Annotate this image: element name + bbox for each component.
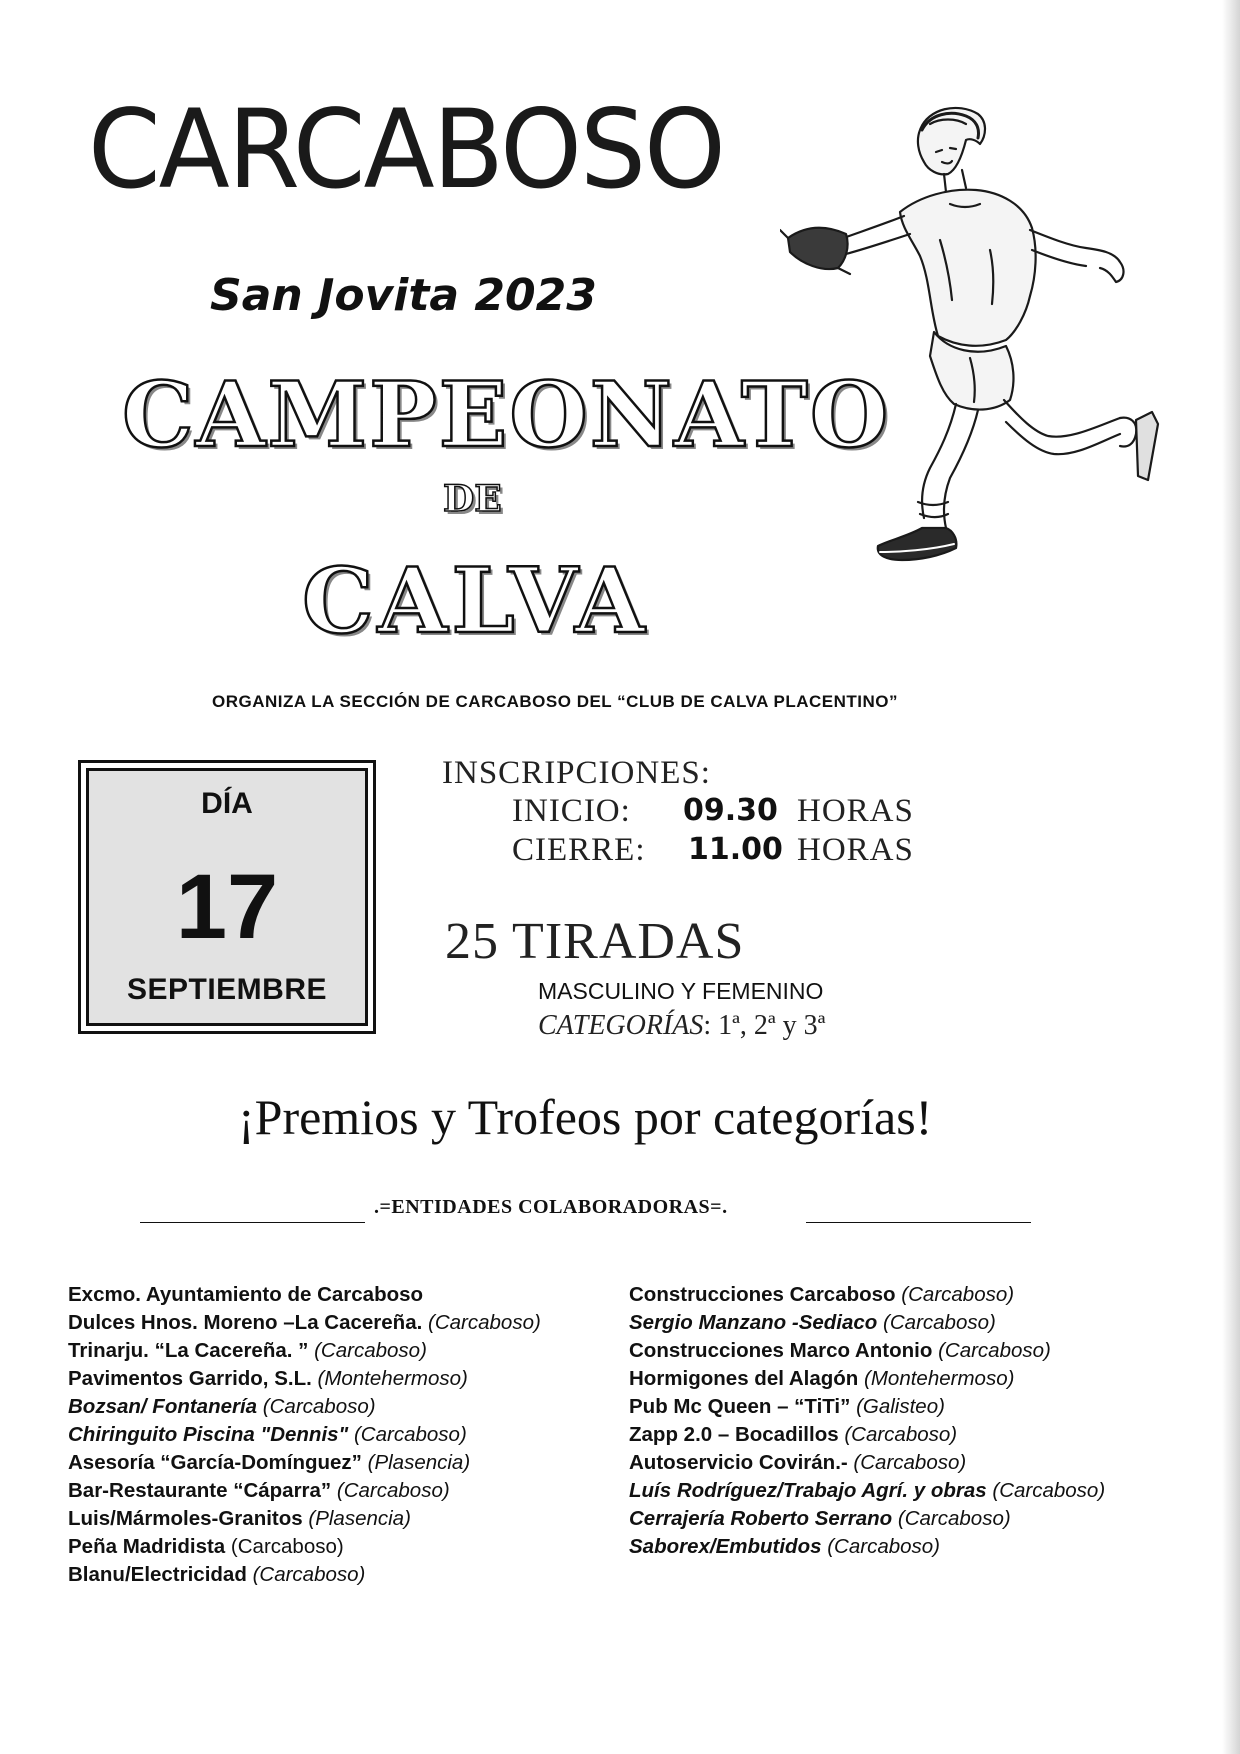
sponsor-name: Saborex/Embutidos — [629, 1535, 822, 1558]
inscriptions-start-label: INICIO: — [512, 793, 631, 829]
sponsor-item — [68, 1423, 467, 1447]
sponsor-name: Hormigones del Alagón — [629, 1367, 859, 1390]
inscriptions-end-time: 11.00 — [688, 832, 783, 867]
date-month: SEPTIEMBRE — [126, 973, 328, 1006]
sponsor-name: Construcciones Marco Antonio — [629, 1339, 933, 1362]
sponsor-place: (Carcaboso) — [827, 1535, 941, 1558]
categories-value: : 1ª, 2ª y 3ª — [703, 1010, 826, 1041]
sponsor-place: (Carcaboso) — [938, 1339, 1051, 1362]
sponsor-name: Asesoría “García-Domínguez” — [68, 1451, 362, 1474]
sponsor-name: Autoservicio Covirán.- — [629, 1451, 848, 1474]
sponsor-name: Bar-Restaurante “Cáparra” — [68, 1479, 332, 1502]
sponsor-name: Luís Rodríguez/Trabajo Agrí. y obras — [629, 1479, 987, 1502]
sponsor-place: (Carcaboso) — [428, 1311, 541, 1334]
sponsor-name: Bozsan/ Fontanería — [68, 1395, 258, 1418]
inscriptions-title: INSCRIPCIONES: — [442, 755, 711, 791]
sponsor-place: (Carcaboso) — [353, 1423, 467, 1446]
sport-heading: CALVA — [302, 548, 649, 654]
sponsor-item — [629, 1479, 1105, 1503]
sponsor-place: (Carcaboso) — [897, 1507, 1011, 1530]
sponsor-place: (Carcaboso) — [844, 1423, 958, 1446]
date-box — [78, 760, 376, 1034]
sponsors-title: .=ENTIDADES COLABORADORAS=. — [374, 1196, 728, 1218]
throws-categories — [538, 1010, 825, 1042]
sponsor-name: Blanu/Electricidad — [68, 1563, 247, 1586]
sponsor-name: Sergio Manzano -Sediaco — [629, 1311, 878, 1334]
sponsor-item — [68, 1451, 470, 1475]
sponsor-item — [68, 1367, 468, 1391]
sponsor-place: (Carcaboso) — [262, 1395, 376, 1418]
sponsor-item — [629, 1367, 1014, 1391]
sponsor-name: Luis/Mármoles-Granitos — [68, 1507, 303, 1530]
divider-left — [140, 1222, 365, 1223]
heading-connector: DE — [443, 478, 502, 520]
sponsor-item — [629, 1395, 945, 1419]
town-title: CARCABOSO — [88, 84, 724, 214]
inscriptions-start-hours: HORAS — [797, 793, 914, 829]
sponsor-name: Dulces Hnos. Moreno –La Cacereña. — [68, 1311, 423, 1334]
date-day-label: DÍA — [201, 787, 253, 820]
sponsor-item — [629, 1423, 957, 1447]
sponsor-place: (Carcaboso) — [853, 1451, 967, 1474]
prizes-banner: ¡Premios y Trofeos por categorías! — [238, 1089, 933, 1145]
sponsor-place: (Galisteo) — [856, 1395, 945, 1418]
sponsor-place: (Carcaboso) — [992, 1479, 1106, 1502]
throws-title: 25 TIRADAS — [445, 913, 745, 970]
sponsor-item — [629, 1283, 1014, 1307]
sponsor-place: (Carcaboso) — [901, 1283, 1015, 1306]
sponsor-item — [68, 1479, 450, 1503]
sponsor-place: (Carcaboso) — [230, 1535, 344, 1558]
sponsor-name: Pub Mc Queen – “TiTi” — [629, 1395, 851, 1418]
sponsor-item — [68, 1507, 411, 1531]
sponsor-item — [68, 1563, 365, 1587]
calva-player-illustration — [780, 100, 1170, 620]
sponsor-name: Peña Madridista — [68, 1535, 226, 1558]
sponsor-item — [68, 1395, 376, 1419]
sponsor-place: (Plasencia) — [308, 1507, 411, 1530]
sponsor-place: (Carcaboso) — [336, 1479, 450, 1502]
sponsor-place: (Carcaboso) — [314, 1339, 427, 1362]
sponsor-place: (Carcaboso) — [252, 1563, 366, 1586]
sponsor-item — [68, 1339, 427, 1363]
organizer-line: ORGANIZA LA SECCIÓN DE CARCABOSO DEL “CLUB DE CALVA PLACENTINO” — [212, 692, 899, 711]
sponsor-place: (Montehermoso) — [864, 1367, 1015, 1390]
sponsor-name: Trinarju. “La Cacereña. ” — [68, 1339, 309, 1362]
sponsor-item — [629, 1451, 966, 1475]
sponsor-item — [68, 1283, 423, 1307]
sponsor-item — [68, 1311, 541, 1335]
sponsor-name: Zapp 2.0 – Bocadillos — [629, 1423, 839, 1446]
divider-right — [806, 1222, 1031, 1223]
sponsor-name: Chiringuito Piscina "Dennis" — [68, 1423, 349, 1446]
inscriptions-end-hours: HORAS — [797, 832, 914, 868]
sponsor-item — [629, 1339, 1051, 1363]
date-day-number: 17 — [175, 856, 279, 958]
sponsor-name: Excmo. Ayuntamiento de Carcaboso — [68, 1283, 424, 1306]
sponsor-item — [629, 1507, 1011, 1531]
inscriptions-end-label: CIERRE: — [512, 832, 646, 868]
sponsor-place: (Montehermoso) — [317, 1367, 468, 1390]
sponsor-item — [68, 1535, 344, 1559]
sponsor-name: Cerrajería Roberto Serrano — [629, 1507, 893, 1530]
sponsor-item — [629, 1311, 996, 1335]
inscriptions-start-time: 09.30 — [683, 793, 778, 828]
categories-label: CATEGORÍAS — [538, 1010, 704, 1041]
sponsor-item — [629, 1535, 940, 1559]
championship-heading: CAMPEONATO — [122, 362, 891, 468]
sponsor-place: (Carcaboso) — [883, 1311, 996, 1334]
sponsor-place: (Plasencia) — [367, 1451, 471, 1474]
throws-gender: MASCULINO Y FEMENINO — [538, 978, 824, 1004]
sponsor-name: Construcciones Carcaboso — [629, 1283, 896, 1306]
event-subtitle: San Jovita 2023 — [210, 270, 597, 321]
scan-page-edge — [1222, 0, 1240, 1754]
sponsor-name: Pavimentos Garrido, S.L. — [68, 1367, 312, 1390]
